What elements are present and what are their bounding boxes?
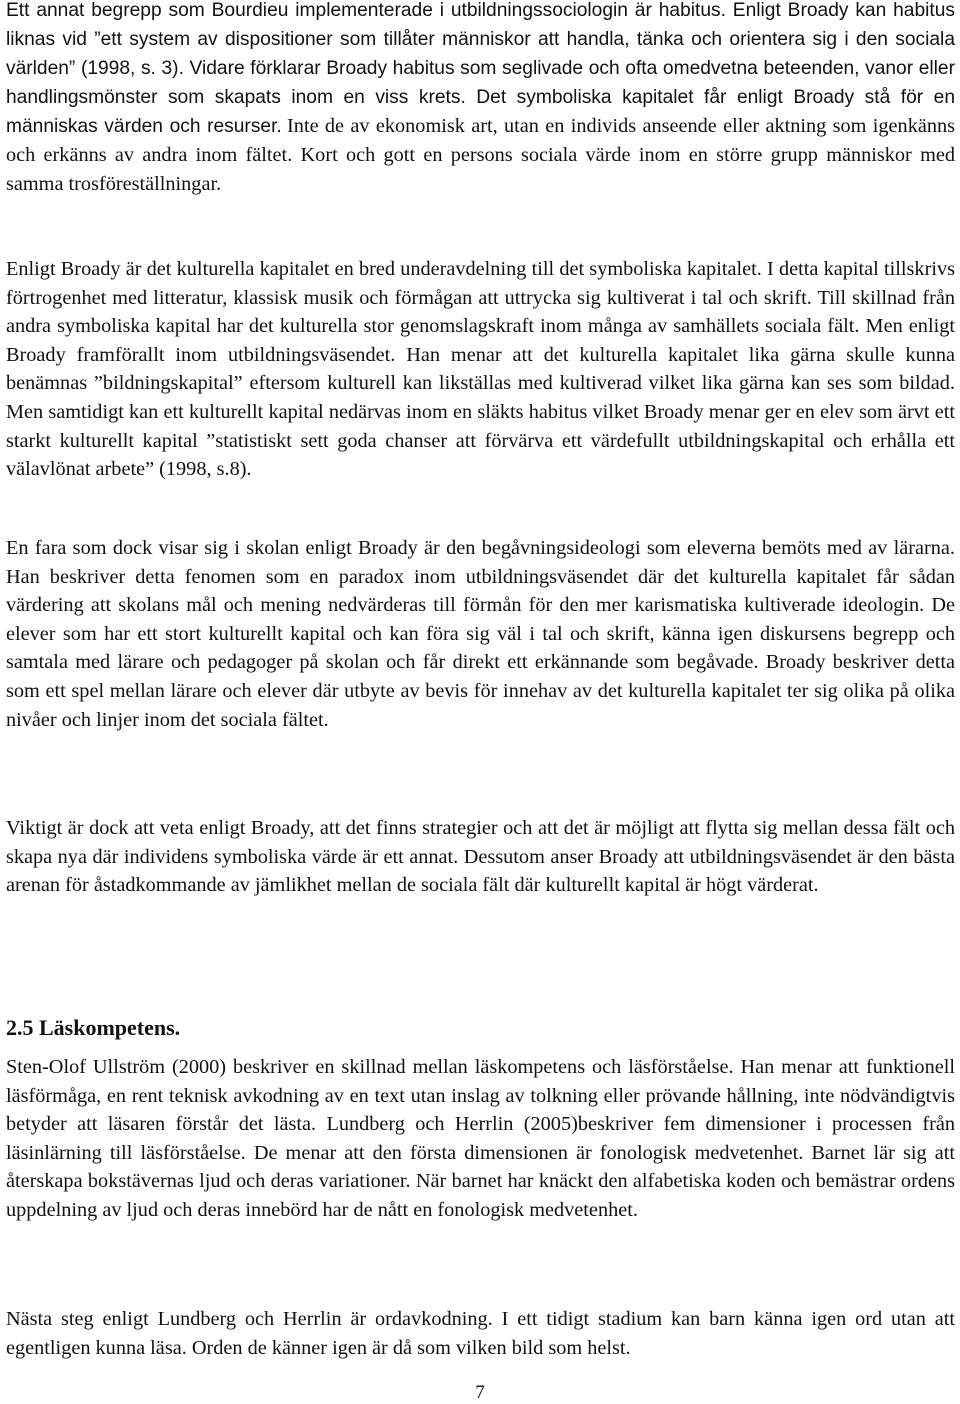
paragraph-word-decoding: Nästa steg enligt Lundberg och Herrlin är ordavkodning. I ett tidigt stadium kan barn känna igen ord utan att egentligen kunna läsa. Orden de känner igen är då som vilken bild som helst. (6, 1308, 955, 1359)
paragraph-strategies: Viktigt är dock att veta enligt Broady, att det finns strategier och att det är möjligt att flytta sig mellan dessa fält och skapa nya där individens symboliska värde är ett annat. Dessutom anser Broady att utbildningsväsendet är den bästa arenan för åstadkommande av jämlikhet mellan de sociala fält där kulturellt kapital är högt värderat. (6, 817, 955, 897)
page-number: 7 (475, 1382, 485, 1403)
paragraph-habitus-serif: Inte de av ekonomisk art, utan en individs anseende eller aktning som igenkänns och erkänns av andra inom fältet. Kort och gott en persons sociala värde inom en större grupp människor med samma trosföreställningar. (6, 115, 956, 195)
paragraph-reading-competence: Sten-Olof Ullström (2000) beskriver en skillnad mellan läskompetens och läsförståelse. Han menar att funktionell läsförmåga, en rent teknisk avkodning av en text utan inslag av tolkning eller prövande hållning, inte nödvändigtvis betyder att läsaren förstår det lästa. Lundberg och Herrlin (2005)beskriver fem dimensioner i processen från läsinlärning till läsförståelse. De menar att den första dimensionen är fonologisk medvetenhet. Barnet lär sig att återskapa bokstävernas ljud och deras variationer. När barnet har knäckt den alfabetiska koden och bemästrar ordens uppdelning av ljud och deras innebörd har de nått en fonologisk medvetenhet. (6, 1056, 955, 1221)
section-heading: 2.5 Läskompetens. (6, 1015, 181, 1040)
paragraph-talent-ideology: En fara som dock visar sig i skolan enligt Broady är den begåvningsideologi som eleverna bemöts med av lärarna. Han beskriver detta fenomen som en paradox inom utbildningsväsendet där det kulturella kapitalet får sådan värdering att skolans mål och mening nedvärderas till förmån för den mer karismatiska kultiverade ideologin. De elever som har ett stort kulturellt kapital och kan föra sig väl i tal och skrift, känna igen diskursens begrepp och samtala med lärare och pedagoger på skolan och får direkt ett erkännande som begåvade. Broady beskriver detta som ett spel mellan lärare och elever där utbyte av bevis för innehav av det kulturella kapitalet ter sig olika på olika nivåer och linjer inom det sociala fältet. (6, 537, 955, 731)
paragraph-habitus (6, 0, 955, 198)
paragraph-cultural-capital: Enligt Broady är det kulturella kapitalet en bred underavdelning till det symboliska kapitalet. I detta kapital tillskrivs förtrogenhet med litteratur, klassisk musik och förmågan att uttrycka sig kultiverat i tal och skrift. Till skillnad från andra symboliska kapital har det kulturella stor genomslagskraft inom många av samhällets sociala fält. Men enligt Broady framförallt inom utbildningsväsendet. Han menar att det kulturella kapitalet lika gärna skulle kunna benämnas ”bildningskapital” eftersom kulturell kan likställas med kultiverad vilket lika gärna kan ses som bildad. Men samtidigt kan ett kulturellt kapital nedärvas inom en släkts habitus vilket Broady menar ger en elev som ärvt ett starkt kulturellt kapital ”statistiskt sett goda chanser att förvärva ett värdefullt utbildningskapital och erhålla ett välavlönat arbete” (1998, s.8). (6, 258, 955, 481)
paragraph-habitus-sans: Ett annat begrepp som Bourdieu implementerade i utbildningssociologin är habitus. Enligt Broady kan habitus liknas vid ”ett system av dispositioner som tillåter människor att handla, tänka och orientera sig i den sociala världen” (1998, s. 3). Vidare förklarar Broady habitus som seglivade och ofta omedvetna beteenden, vanor eller handlingsmönster som skapats inom en viss krets. Det symboliska kapitalet får enligt Broady stå för en människas värden och resurser. (6, 0, 955, 137)
